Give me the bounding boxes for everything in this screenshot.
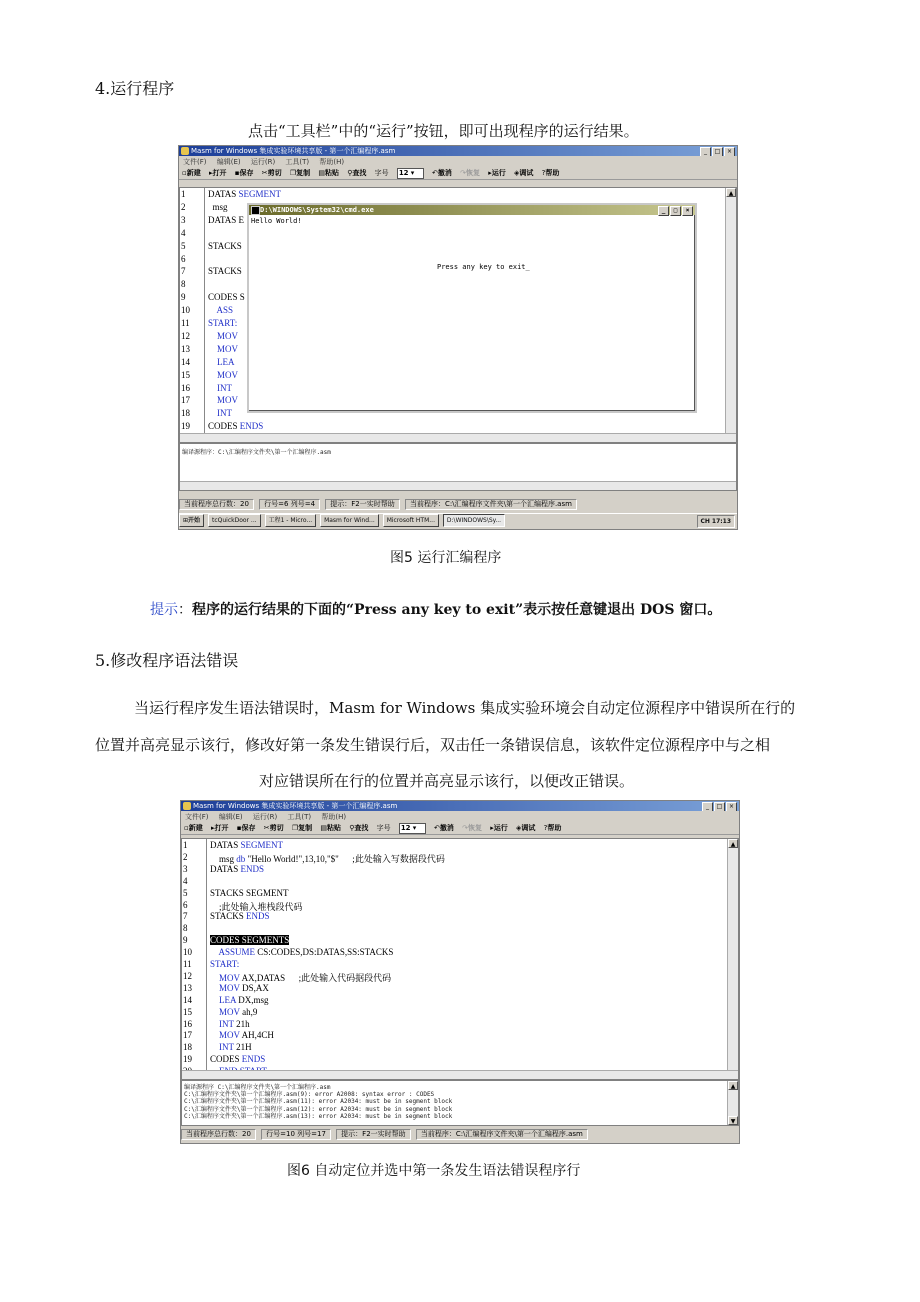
figure-5-caption: 图5 运行汇编程序: [390, 550, 502, 566]
output-vertical-scrollbar[interactable]: [727, 1081, 738, 1125]
editor-horizontal-scrollbar[interactable]: [182, 1070, 738, 1079]
title-bar: [179, 146, 737, 156]
status-hint: 提示：F2一实时帮助: [336, 1129, 410, 1140]
code-text: [208, 305, 217, 315]
paste-button[interactable]: ▤粘贴: [320, 824, 341, 832]
code-text: [210, 983, 219, 993]
code-line[interactable]: [208, 357, 235, 367]
taskbar-item-html-help[interactable]: Microsoft HTM...: [383, 514, 439, 527]
code-keyword: MOV: [217, 343, 239, 354]
code-keyword: MOV: [217, 369, 239, 380]
code-line[interactable]: [210, 1019, 250, 1029]
code-keyword: ASS: [216, 305, 234, 316]
editor-vertical-scrollbar[interactable]: [727, 839, 738, 1079]
taskbar-item-vb-project[interactable]: 工程1 - Micro...: [265, 514, 317, 527]
run-button[interactable]: ▸运行: [490, 824, 508, 832]
line-number: 5: [183, 887, 188, 898]
line-number: 17: [181, 395, 190, 406]
status-bar: [181, 1128, 739, 1140]
code-text: [210, 1007, 219, 1017]
code-keyword: ENDS: [240, 863, 265, 874]
section-5-heading: 5.修改程序语法错误: [95, 651, 239, 670]
code-keyword: SEGMENT: [238, 189, 282, 199]
line-number: 10: [183, 947, 192, 958]
open-button[interactable]: ▸打开: [210, 824, 229, 832]
code-text: DATAS E: [208, 214, 245, 225]
taskbar-item-masm[interactable]: Masm for Wind...: [320, 514, 379, 527]
toolbar: [181, 822, 739, 835]
output-horizontal-scrollbar[interactable]: [180, 481, 736, 490]
debug-button[interactable]: ◈调试: [514, 169, 534, 177]
toolbar: [179, 167, 737, 180]
masm-app-icon: [181, 147, 189, 155]
code-keyword: MOV: [219, 972, 240, 983]
status-total-lines: 当前程序总行数：20: [181, 1129, 256, 1140]
section-4-intro: 点击“工具栏”中的“运行”按钮，即可出现程序的运行结果。: [248, 122, 639, 140]
cmd-close-button[interactable]: ×: [682, 206, 693, 216]
line-number: 13: [181, 343, 190, 354]
error-message-line[interactable]: C:\汇编程序文件夹\第一个汇编程序.asm(12): error A2034: must be in segment block: [184, 1105, 453, 1113]
code-keyword: LEA: [219, 994, 236, 1005]
code-text: [208, 357, 217, 367]
cmd-icon: [251, 206, 260, 215]
copy-button[interactable]: ❐复制: [289, 169, 311, 177]
code-keyword: MOV: [219, 1030, 240, 1041]
save-button[interactable]: ▪保存: [236, 824, 256, 832]
new-button[interactable]: ▫新建: [184, 824, 203, 832]
title-bar: [181, 801, 739, 811]
line-number: 14: [183, 994, 192, 1005]
minimize-button[interactable]: _: [702, 802, 713, 811]
code-line[interactable]: [208, 344, 238, 354]
highlighted-error-line: CODES SEGMENTS: [210, 935, 290, 946]
code-text: DATAS: [208, 189, 239, 199]
editor-horizontal-scrollbar[interactable]: [180, 433, 736, 442]
windows-taskbar: [179, 513, 737, 528]
menu-edit[interactable]: 编辑(E): [218, 813, 243, 821]
code-line[interactable]: [210, 983, 269, 993]
window-title: Masm for Windows 集成实验环境共享版 - 第一个汇编程序.asm: [191, 147, 396, 155]
code-keyword: ENDS: [239, 421, 264, 432]
line-number: 12: [181, 330, 190, 341]
masm-app-icon: [183, 802, 191, 810]
code-text: 21H: [233, 1042, 252, 1053]
cut-button[interactable]: ✂剪切: [263, 824, 284, 832]
open-button[interactable]: ▸打开: [208, 169, 227, 177]
code-text: CODES: [210, 1054, 242, 1065]
taskbar-item-cmd[interactable]: D:\WINDOWS\Sy...: [443, 514, 505, 527]
paste-button[interactable]: ▤粘贴: [318, 169, 339, 177]
status-current-file: 当前程序：C:\汇编程序文件夹\第一个汇编程序.asm: [416, 1129, 588, 1140]
code-editor[interactable]: [181, 838, 739, 1080]
line-number: 16: [183, 1018, 192, 1029]
undo-button[interactable]: ↶撤消: [432, 169, 452, 177]
debug-button[interactable]: ◈调试: [516, 824, 536, 832]
code-keyword: MOV: [219, 1006, 240, 1017]
line-number: 11: [183, 959, 192, 969]
editor-vertical-scrollbar[interactable]: [725, 188, 736, 442]
line-number: 8: [183, 923, 188, 934]
line-number: 3: [181, 214, 186, 225]
code-line[interactable]: [208, 318, 237, 328]
code-keyword: INT: [219, 1018, 234, 1029]
code-line[interactable]: [208, 189, 281, 199]
scroll-up-arrow[interactable]: ▲: [726, 188, 736, 197]
masm-window-fig5: [178, 145, 738, 530]
cmd-output-press-key: Press any key to exit_: [437, 263, 530, 271]
code-line[interactable]: [210, 947, 393, 957]
line-number: 8: [181, 279, 186, 290]
line-number: 5: [181, 240, 186, 251]
line-number: 6: [183, 899, 188, 910]
code-keyword: INT: [219, 1042, 234, 1053]
code-keyword: SEGMENT: [240, 840, 284, 850]
redo-button[interactable]: ↷恢复: [462, 824, 483, 832]
line-number: 2: [181, 201, 186, 212]
code-line[interactable]: [210, 1054, 265, 1064]
line-number: 4: [181, 227, 186, 238]
line-number: 12: [183, 970, 192, 981]
code-text: msg: [208, 201, 228, 212]
code-text: DATAS: [210, 863, 241, 874]
new-button[interactable]: ▫新建: [182, 169, 201, 177]
code-text: [210, 973, 219, 983]
status-current-file: 当前程序：C:\汇编程序文件夹\第一个汇编程序.asm: [405, 499, 577, 510]
code-line[interactable]: [208, 383, 232, 393]
code-text: 21h: [233, 1018, 250, 1029]
code-line[interactable]: [210, 959, 239, 969]
code-line[interactable]: [208, 266, 242, 276]
close-button[interactable]: ×: [724, 147, 735, 156]
cmd-title-bar: [249, 205, 695, 215]
help-button[interactable]: ?帮助: [541, 169, 560, 177]
code-line[interactable]: [208, 305, 233, 315]
tip-paragraph: [150, 602, 721, 619]
cmd-output-hello: Hello World!: [251, 217, 302, 225]
code-text: CODES: [208, 421, 240, 432]
clock: 17:13: [711, 518, 731, 525]
code-text: [208, 344, 217, 354]
output-scroll-up-arrow[interactable]: ▲: [728, 1081, 738, 1090]
font-size-label: 字号: [376, 824, 391, 832]
code-line[interactable]: [210, 888, 289, 898]
code-text: CS:CODES,DS:DATAS,SS:STACKS: [255, 947, 394, 958]
scroll-up-arrow[interactable]: ▲: [728, 839, 738, 848]
menu-run[interactable]: 运行(R): [250, 158, 276, 166]
font-size-label: 字号: [374, 169, 389, 177]
section-5-paragraph-line-3: 对应错误所在行的位置并高亮显示该行，以便改正错误。: [259, 772, 635, 790]
output-panel[interactable]: [179, 443, 737, 491]
menu-help[interactable]: 帮助(H): [321, 813, 347, 821]
line-number: 6: [181, 253, 186, 264]
code-text: [210, 947, 219, 957]
save-button[interactable]: ▪保存: [234, 169, 254, 177]
input-method-indicator[interactable]: CH: [700, 518, 710, 525]
menu-edit[interactable]: 编辑(E): [216, 158, 241, 166]
code-keyword: INT: [217, 382, 232, 393]
code-line[interactable]: [208, 215, 244, 225]
code-text: STACKS SEGMENT: [210, 887, 289, 898]
code-text: [210, 1019, 219, 1029]
code-keyword: INT: [217, 408, 232, 419]
code-keyword: MOV: [219, 982, 240, 993]
error-message-line[interactable]: C:\汇编程序文件夹\第一个汇编程序.asm(11): error A2034: must be in segment block: [184, 1098, 453, 1106]
menu-run[interactable]: 运行(R): [252, 813, 278, 821]
taskbar-item-tcquickdoor[interactable]: tcQuickDoor ...: [208, 514, 261, 527]
error-message-line[interactable]: C:\汇编程序文件夹\第一个汇编程序.asm(13): error A2034: must be in segment block: [184, 1112, 453, 1120]
code-line[interactable]: [208, 202, 228, 212]
code-text: [208, 370, 217, 380]
cmd-console-window[interactable]: [247, 203, 697, 413]
code-line[interactable]: [210, 935, 289, 945]
find-button[interactable]: ⚲查找: [349, 824, 369, 832]
status-bar: [179, 498, 737, 510]
code-text: "Hello World!",13,10,"$" ;此处输入写数据段代码: [245, 853, 445, 864]
copy-button[interactable]: ❐复制: [291, 824, 313, 832]
code-keyword: ENDS: [241, 1054, 266, 1065]
line-number: 4: [183, 875, 188, 886]
code-text: ah,9: [239, 1006, 258, 1017]
line-number: 18: [181, 408, 190, 419]
line-number: 1: [183, 840, 188, 850]
code-line[interactable]: [208, 292, 245, 302]
code-line[interactable]: [210, 1042, 252, 1052]
code-keyword: MOV: [217, 395, 239, 406]
status-total-lines: 当前程序总行数：20: [179, 499, 254, 510]
section-5-paragraph-line-1: 当运行程序发生语法错误时，Masm for Windows 集成实验环境会自动定位源程序中错误所在行的: [134, 699, 796, 717]
code-text: ;此处输入堆栈段代码: [210, 901, 303, 912]
code-text: DX,msg: [236, 994, 269, 1005]
code-text: [208, 395, 217, 405]
line-number: 9: [183, 935, 188, 946]
code-text: [210, 995, 219, 1005]
line-number: 1: [181, 189, 186, 199]
code-line[interactable]: [208, 395, 238, 405]
menu-file[interactable]: 文件(F): [183, 158, 207, 166]
code-keyword: db: [236, 853, 246, 864]
line-number: 10: [181, 305, 190, 316]
menu-tools[interactable]: 工具(T): [285, 158, 310, 166]
code-keyword: MOV: [217, 330, 239, 341]
code-line[interactable]: [208, 241, 242, 251]
line-number: 14: [181, 356, 190, 367]
section-5-paragraph-line-2: 位置并高亮显示该行，修改好第一条发生错误行后，双击任一条错误信息，该软件定位源程序中与之相: [95, 736, 771, 754]
code-keyword: START:: [208, 318, 238, 328]
help-button[interactable]: ?帮助: [543, 824, 562, 832]
cut-button[interactable]: ✂剪切: [261, 169, 282, 177]
figure-6-caption: 图6 自动定位并选中第一条发生语法错误程序行: [287, 1163, 581, 1179]
line-number: 7: [183, 911, 188, 922]
code-text: [208, 408, 217, 418]
line-number: 17: [183, 1030, 192, 1041]
code-text: STACKS: [208, 240, 242, 251]
line-number: 18: [183, 1042, 192, 1053]
run-button[interactable]: ▸运行: [488, 169, 506, 177]
line-number: 15: [181, 369, 190, 380]
status-cursor-position: 行号=6 列号=4: [259, 499, 320, 510]
tip-colon: ：: [178, 602, 192, 618]
line-number: 9: [181, 292, 186, 303]
minimize-button[interactable]: _: [700, 147, 711, 156]
code-line[interactable]: [210, 911, 270, 921]
code-line[interactable]: [208, 408, 232, 418]
output-scroll-down-arrow[interactable]: ▼: [728, 1116, 738, 1125]
line-number: 15: [183, 1006, 192, 1017]
system-tray: [697, 515, 735, 528]
cmd-maximize-button[interactable]: □: [670, 206, 681, 216]
line-number-gutter: [180, 188, 205, 442]
maximize-button[interactable]: □: [714, 802, 725, 811]
code-text: msg: [210, 853, 237, 864]
line-number-gutter: [182, 839, 207, 1079]
menu-file[interactable]: 文件(F): [185, 813, 209, 821]
line-number: 11: [181, 318, 190, 328]
code-text: STACKS: [210, 911, 247, 922]
tip-text: 程序的运行结果的下面的“Press any key to exit”表示按任意键退出 DOS 窗口。: [192, 602, 722, 618]
status-hint: 提示：F2一实时帮助: [325, 499, 399, 510]
tip-label: 提示: [150, 602, 178, 618]
code-keyword: ASSUME: [218, 947, 256, 958]
close-button[interactable]: ×: [726, 802, 737, 811]
cmd-title: D:\WINDOWS\System32\cmd.exe: [260, 206, 374, 214]
line-number: 13: [183, 982, 192, 993]
menu-tools[interactable]: 工具(T): [287, 813, 312, 821]
redo-button[interactable]: ↷恢复: [460, 169, 481, 177]
code-text: DS,AX: [239, 982, 269, 993]
window-title: Masm for Windows 集成实验环境共享版 - 第一个汇编程序.asm: [193, 802, 398, 810]
start-button[interactable]: ⊞开始: [179, 514, 204, 527]
undo-button[interactable]: ↶撤消: [434, 824, 454, 832]
code-text: AH,4CH: [239, 1030, 274, 1041]
code-line[interactable]: [210, 864, 264, 874]
code-line[interactable]: [208, 370, 238, 380]
status-cursor-position: 行号=10 列号=17: [261, 1129, 331, 1140]
line-number: 3: [183, 863, 188, 874]
code-keyword: LEA: [217, 356, 235, 367]
code-line[interactable]: [210, 1030, 274, 1040]
code-text: DATAS: [210, 840, 241, 850]
line-number: 19: [181, 421, 190, 432]
code-keyword: ENDS: [246, 911, 270, 922]
font-size-select[interactable]: 12 ▾: [399, 823, 426, 834]
section-4-heading: 4.运行程序: [95, 79, 175, 98]
error-output-panel[interactable]: [181, 1080, 739, 1126]
code-text: [208, 331, 217, 341]
font-size-select[interactable]: 12 ▾: [397, 168, 424, 179]
code-text: [208, 383, 217, 393]
masm-window-fig6: [180, 800, 740, 1144]
code-text: [210, 1030, 219, 1040]
code-text: STACKS: [208, 266, 242, 277]
output-line[interactable]: 编译源程序：C:\汇编程序文件夹\第一个汇编程序.asm: [182, 449, 331, 456]
line-number: 16: [181, 382, 190, 393]
menu-help[interactable]: 帮助(H): [319, 158, 345, 166]
code-line[interactable]: [208, 421, 263, 431]
cmd-minimize-button[interactable]: _: [658, 206, 669, 216]
code-line[interactable]: [210, 995, 269, 1005]
line-number: 2: [183, 851, 188, 862]
error-message-line[interactable]: C:\汇编程序文件夹\第一个汇编程序.asm(9): error A2008: syntax error : CODES: [184, 1091, 435, 1099]
code-line[interactable]: [208, 331, 238, 341]
code-text: CODES S: [208, 292, 245, 303]
menu-bar: [179, 157, 737, 167]
code-keyword: START:: [210, 959, 240, 969]
menu-bar: [181, 812, 739, 822]
error-message-line[interactable]: 编译源程序 C:\汇编程序文件夹\第一个汇编程序.asm: [184, 1084, 331, 1091]
code-text: AX,DATAS ;此处输入代码据段代码: [239, 972, 392, 983]
maximize-button[interactable]: □: [712, 147, 723, 156]
line-number: 19: [183, 1054, 192, 1065]
code-line[interactable]: [210, 840, 283, 850]
code-line[interactable]: [210, 1007, 257, 1017]
code-text: [210, 1042, 219, 1052]
find-button[interactable]: ⚲查找: [347, 169, 367, 177]
line-number: 7: [181, 266, 186, 277]
